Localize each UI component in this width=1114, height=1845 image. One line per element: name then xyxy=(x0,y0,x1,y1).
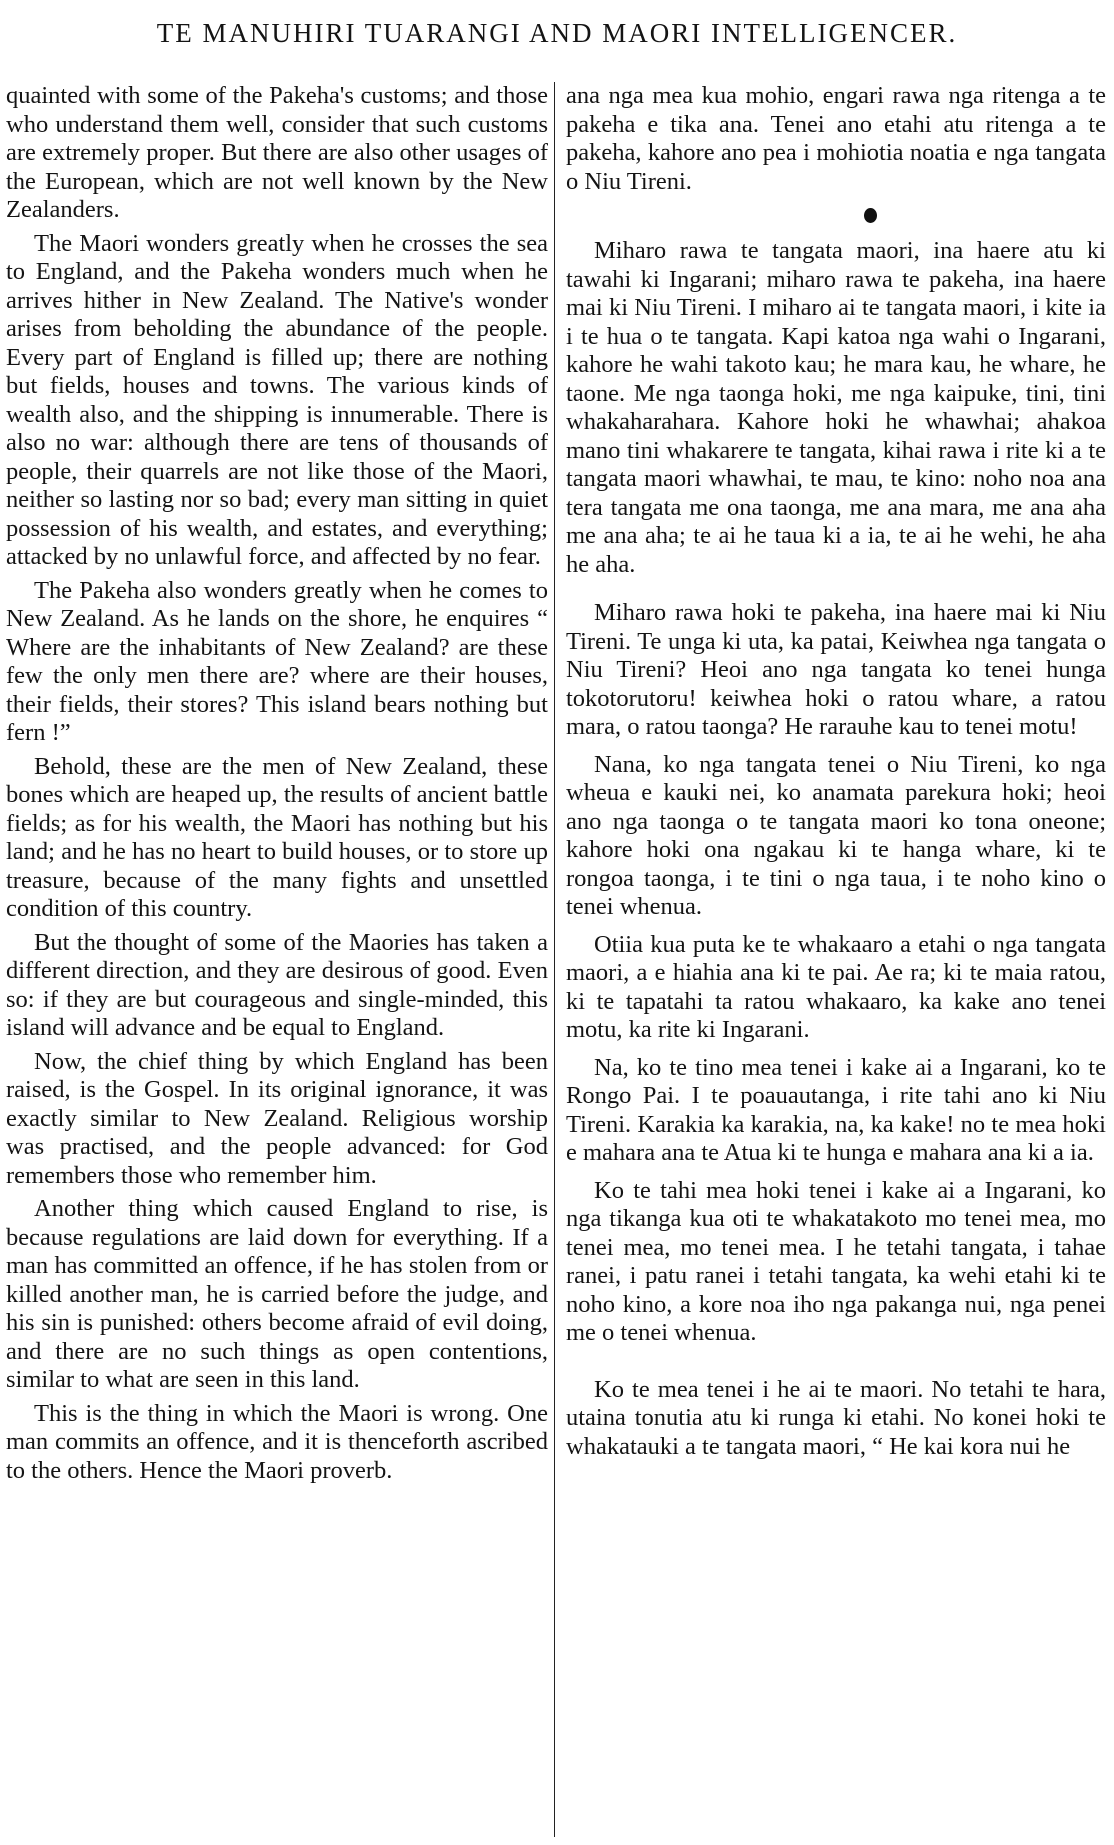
maori-paragraph: Otiia kua puta ke te whakaaro a etahi o nga tangata maori, a e hiahia ana ki te pai. Ae ra; ki te maia ratou, ki te tapatahi ta ratou whakaaro, ka kake ano tenei motu, ka rite ki Ingarani. xyxy=(566,930,1106,1043)
english-paragraph: Behold, these are the men of New Zealand, these bones which are heaped up, the results of ancient battle fields; as for his wealth, the Maori has nothing but his land; and he has no heart to build houses, or to store up treasure, because of the many fights and unsettled condition of this country. xyxy=(6,752,548,922)
maori-paragraph: Ko te tahi mea hoki tenei i kake ai a Ingarani, ko nga tikanga kua oti te whakatakoto mo tenei mea, mo tenei mea, mo tenei mea. I he tetahi tangata, i tahae ranei, i patu ranei i tetahi tangata, ka wehi etahi ki te noho kino, a kore noa iho nga pakanga nui, nga penei me o tenei whenua. xyxy=(566,1176,1106,1346)
maori-paragraph: Na, ko te tino mea tenei i kake ai a Ingarani, ko te Rongo Pai. I te poauautanga, i rite tahi ano ki Niu Tireni. Karakia ka karakia, na, ka kake! no te mea hoki e mahara ana te Atua ki te hunga e mahara ana ki a ia. xyxy=(566,1053,1106,1166)
english-column xyxy=(6,82,548,1842)
english-paragraph: The Pakeha also wonders greatly when he comes to New Zealand. As he lands on the shore, he enquires “ Where are the inhabitants of New Zealand? are these few the only men there are? where are their houses, their fields, their stores? This island bears nothing but fern !” xyxy=(6,576,548,746)
maori-column xyxy=(566,82,1106,1842)
english-paragraph: Now, the chief thing by which England has been raised, is the Gospel. In its original ignorance, it was exactly similar to New Zealand. Religious worship was practised, and the people advanced: for God remembers those who remember him. xyxy=(6,1047,548,1189)
ink-blot xyxy=(864,208,877,223)
maori-paragraph: Nana, ko nga tangata tenei o Niu Tireni, ko nga wheua e kauki nei, ko anamata parekura hoki; heoi ano nga taonga o te tangata maori ko tona oneone; kahore hoki ona ngakau ki te hanga whare, ki te rongoa taonga, i te tini o nga taua, i te noho kino o tenei whenua. xyxy=(566,750,1106,920)
english-paragraph: The Maori wonders greatly when he crosses the sea to England, and the Pakeha wonders much when he arrives hither in New Zealand. The Native's wonder arises from beholding the abundance of the people. Every part of England is filled up; there are nothing but fields, houses and towns. The various kinds of wealth also, and the shipping is innumerable. There is also no war: although there are tens of thousands of people, their quarrels are not like those of the Maori, neither so lasting nor so bad; every man sitting in quiet possession of his wealth, and estates, and everything; attacked by no unlawful force, and affected by no fear. xyxy=(6,229,548,570)
english-paragraph: This is the thing in which the Maori is wrong. One man commits an offence, and it is thenceforth ascribed to the others. Hence the Maori proverb. xyxy=(6,1399,548,1484)
masthead-title: TE MANUHIRI TUARANGI AND MAORI INTELLIGENCER. xyxy=(156,18,958,48)
english-paragraph: Another thing which caused England to rise, is because regulations are laid down for everything. If a man has committed an offence, if he has stolen from or killed another man, he is carried before the judge, and his sin is punished: others become afraid of evil doing, and there are no such things as open contentions, similar to what are seen in this land. xyxy=(6,1195,548,1393)
maori-paragraph: ana nga mea kua mohio, engari rawa nga ritenga a te pakeha e tika ana. Tenei ano etahi atu ritenga a te pakeha, kahore ano pea i mohiotia noatia e nga tangata o Niu Tireni. xyxy=(566,82,1106,195)
english-paragraph: quainted with some of the Pakeha's customs; and those who understand them well, consider that such customs are extremely proper. But there are also other usages of the European, which are not well known by the New Zealanders. xyxy=(6,82,548,223)
maori-paragraph: Miharo rawa hoki te pakeha, ina haere mai ki Niu Tireni. Te unga ki uta, ka patai, Keiwhea nga tangata o Niu Tireni? Heoi ano nga tangata ko tenei hunga tokotorutoru! keiwhea hoki o ratou whare, a ratou mara, o ratou taonga? He rarauhe kau to tenei motu! xyxy=(566,599,1106,740)
column-divider xyxy=(554,82,555,1837)
english-paragraph: But the thought of some of the Maories has taken a different direction, and they are desirous of good. Even so: if they are but courageous and single-minded, this island will advance and be equal to England. xyxy=(6,928,548,1041)
maori-paragraph: Ko te mea tenei i he ai te maori. No tetahi te hara, utaina tonutia atu ki runga ki etahi. No konei hoki te whakatauki a te tangata maori, “ He kai kora nui he xyxy=(566,1375,1106,1460)
maori-paragraph: Miharo rawa te tangata maori, ina haere atu ki tawahi ki Ingarani; miharo rawa te pakeha, ina haere mai ki Niu Tireni. I miharo ai te tangata maori, i kite ia i te hua o te tangata. Kapi katoa nga wahi o Ingarani, kahore he wahi takoto kau; he mara kau, he whare, he taone. Me nga taonga hoki, me nga kaipuke, tini, tini whakaharahara. Kahore hoki he whawhai; ahakoa mano tini whakarere te tangata, kihai rawa i rite ki a te tangata maori whawhai, te mau, te kino: noho noa ana tera tangata me ona taonga, me ana mara, me ana aha me ana aha; te ai he taua ki a ia, te ai he wehi, he aha he aha. xyxy=(566,237,1106,578)
